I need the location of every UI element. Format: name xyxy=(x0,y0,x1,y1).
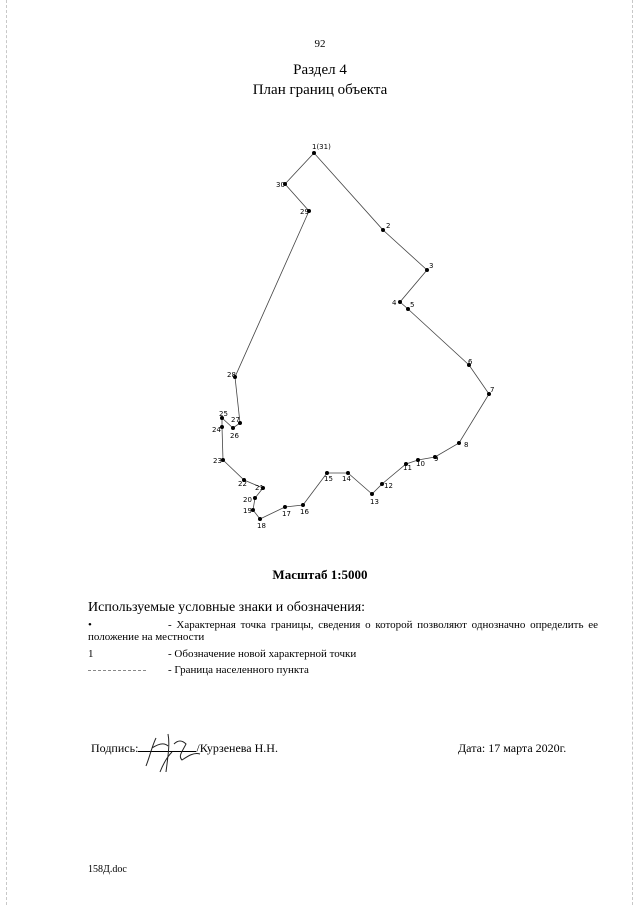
boundary-point-26 xyxy=(231,426,235,430)
footer-filename: 158Д.doc xyxy=(88,864,127,875)
point-label: 10 xyxy=(416,460,425,468)
point-label: 3 xyxy=(429,262,434,270)
point-label: 22 xyxy=(238,480,247,488)
point-label: 5 xyxy=(410,301,415,309)
boundary-point-18 xyxy=(258,517,262,521)
legend-boundary-text: - Граница населенного пункта xyxy=(168,664,309,676)
point-label: 20 xyxy=(243,496,252,504)
point-label: 15 xyxy=(324,475,333,483)
section-title: Раздел 4 xyxy=(293,62,347,78)
point-label: 14 xyxy=(342,475,351,483)
point-label: 26 xyxy=(230,432,239,440)
point-label: 21 xyxy=(255,484,264,492)
legend-point-symbol: • xyxy=(88,619,92,631)
point-label: 9 xyxy=(434,455,439,463)
legend-new-point-symbol: 1 xyxy=(88,648,94,660)
legend-heading: Используемые условные знаки и обозначения: xyxy=(88,600,366,615)
boundary-point-17 xyxy=(283,505,287,509)
boundary-point-16 xyxy=(301,503,305,507)
boundary-point-20 xyxy=(253,496,257,500)
legend-item-point xyxy=(88,619,598,643)
boundary-point-2 xyxy=(381,228,385,232)
boundary-plan xyxy=(0,130,640,540)
plan-title: План границ объекта xyxy=(252,82,388,98)
boundary-point-4 xyxy=(398,300,402,304)
point-label: 18 xyxy=(257,522,266,530)
signature-name: /Курзенева Н.Н. xyxy=(196,741,278,755)
point-label: 19 xyxy=(243,507,252,515)
point-label: 13 xyxy=(370,498,379,506)
point-label: 23 xyxy=(213,457,222,465)
page-number: 92 xyxy=(314,38,326,50)
point-label: 6 xyxy=(468,358,473,366)
point-label: 7 xyxy=(490,386,495,394)
point-label: 11 xyxy=(403,464,412,472)
scale-label: Масштаб 1:5000 xyxy=(272,567,368,582)
point-label: 25 xyxy=(219,410,228,418)
point-label: 16 xyxy=(300,508,309,516)
signature-label: Подпись: xyxy=(91,741,139,755)
boundary-line xyxy=(222,153,489,519)
point-label: 12 xyxy=(384,482,393,490)
point-label: 29 xyxy=(300,208,309,216)
handwritten-signature xyxy=(138,726,218,776)
boundary-point-8 xyxy=(457,441,461,445)
legend-item-boundary xyxy=(88,664,309,676)
point-label: 28 xyxy=(227,371,236,379)
legend-new-point-text: - Обозначение новой характерной точки xyxy=(168,648,357,660)
point-label: 24 xyxy=(212,426,221,434)
point-label: 17 xyxy=(282,510,291,518)
point-label: 27 xyxy=(231,416,240,424)
date: Дата: 17 марта 2020г. xyxy=(458,741,567,755)
point-label: 1(31) xyxy=(312,143,331,151)
boundary-point-1 xyxy=(312,151,316,155)
legend-item-new-point xyxy=(88,648,356,660)
legend-boundary-line xyxy=(88,670,146,671)
legend-point-text: - Характерная точка границы, сведения о которой позволяют однозначно определить ее положение на местности xyxy=(88,619,598,643)
point-label: 30 xyxy=(276,181,285,189)
boundary-point-13 xyxy=(370,492,374,496)
point-label: 8 xyxy=(464,441,469,449)
point-label: 2 xyxy=(386,222,391,230)
point-label: 4 xyxy=(392,299,397,307)
